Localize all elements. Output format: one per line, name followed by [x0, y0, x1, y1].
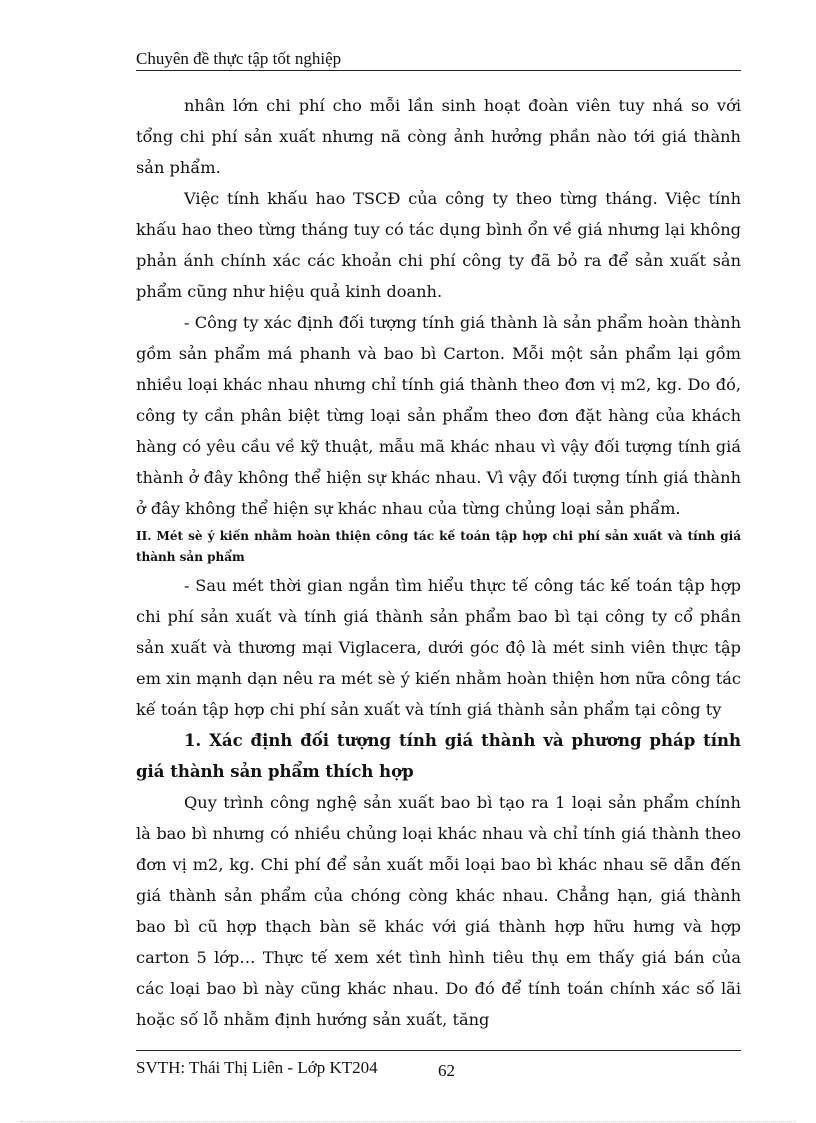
paragraph-3: - Công ty xác định đối tượng tính giá thành là sản phẩm hoàn thành gồm sản phẩm má phanh và bao bì Carton. Mỗi một sản phẩm lại gồm nhiều loại khác nhau nhưng chỉ tính giá thành theo đơn vị m2, kg. Do đó, công ty cần phân biệt từng loại sản phẩm theo đơn đặt hàng của khách hàng có yêu cầu về kỹ thuật, mẫu mã khác nhau vì vậy đối tượng tính giá thành ở đây không thể hiện sự khác nhau. Vì vậy đối tượng tính giá thành ở đây không thể hiện sự khác nhau của từng chủng loại sản phẩm.	[136, 313, 741, 518]
page-header	[136, 48, 741, 70]
page-number: 62	[438, 1061, 455, 1080]
subsection-heading-1: 1. Xác định đối tượng tính giá thành và phương pháp tính giá thành sản phẩm thích hợp	[136, 731, 741, 781]
page-footer	[136, 1057, 741, 1079]
footer-author: SVTH: Thái Thị Liên - Lớp KT204	[136, 1058, 378, 1077]
paragraph-2: Việc tính khấu hao TSCĐ của công ty theo từng tháng. Việc tính khấu hao theo từng tháng tuy có tác dụng bình ổn về giá nhưng lại không phản ánh chính xác các khoản chi phí công ty đã bỏ ra để sản xuất sản phẩm cũng như hiệu quả kinh doanh.	[136, 189, 741, 301]
header-title: Chuyên đề thực tập tốt nghiệp	[136, 49, 342, 68]
paragraph-4: - Sau mét thời gian ngắn tìm hiểu thực tế công tác kế toán tập hợp chi phí sản xuất và tính giá thành sản phẩm bao bì tại công ty cổ phần sản xuất và thương mại Viglacera, dưới góc độ là mét sinh viên thực tập em xin mạnh dạn nêu ra mét sè ý kiến nhằm hoàn thiện hơn nữa công tác kế toán tập hợp chi phí sản xuất và tính giá thành sản phẩm tại công ty	[136, 576, 741, 719]
footer-divider	[136, 1050, 741, 1051]
page-edge-dotted-line	[20, 1121, 796, 1122]
paragraph-1: nhân lớn chi phí cho mỗi lần sinh hoạt đoàn viên tuy nhá so với tổng chi phí sản xuất nhưng nã còng ảnh hưởng phần nào tới giá thành sản phẩm.	[136, 96, 741, 177]
section-heading-ii: II. Mét sè ý kiến nhằm hoàn thiện công tác kế toán tập hợp chi phí sản xuất và tính giá thành sản phẩm	[136, 529, 741, 564]
header-divider	[136, 70, 741, 71]
document-body	[136, 90, 741, 1035]
paragraph-5: Quy trình công nghệ sản xuất bao bì tạo ra 1 loại sản phẩm chính là bao bì nhưng có nhiều chủng loại khác nhau và chỉ tính giá thành theo đơn vị m2, kg. Chi phí để sản xuất mỗi loại bao bì khác nhau sẽ dẫn đến giá thành sản phẩm của chóng còng khác nhau. Chẳng hạn, giá thành bao bì cũ hợp thạch bàn sẽ khác với giá thành hợp hữu hưng và hợp carton 5 lớp… Thực tế xem xét tình hình tiêu thụ em thấy giá bán của các loại bao bì này cũng khác nhau. Do đó để tính toán chính xác số lãi hoặc số lỗ nhằm định hướng sản xuất, tăng	[136, 793, 741, 1029]
